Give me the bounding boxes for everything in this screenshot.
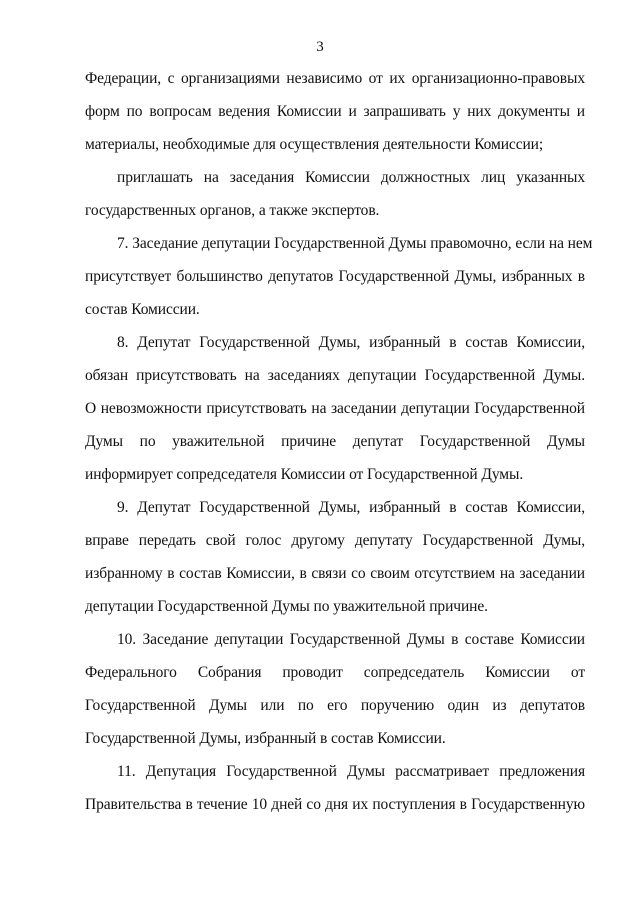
- text-line: 10. Заседание депутации Государственной Думы в составе Комиссии: [117, 631, 585, 648]
- text-line: вправе передать свой голос другому депутату Государственной Думы,: [85, 532, 585, 549]
- paragraph: [85, 62, 585, 161]
- text-line: Правительства в течение 10 дней со дня их поступления в Государственную: [85, 796, 585, 813]
- text-line: информирует сопредседателя Комиссии от Государственной Думы.: [85, 466, 524, 483]
- text-line: государственных органов, а также экспертов.: [85, 202, 380, 219]
- text-line: 11. Депутация Государственной Думы рассматривает предложения: [117, 763, 585, 780]
- text-line: состав Комиссии.: [85, 301, 200, 318]
- paragraph-item-8: [85, 326, 585, 491]
- text-line: избранному в состав Комиссии, в связи со своим отсутствием на заседании: [85, 565, 585, 582]
- text-line: 8. Депутат Государственной Думы, избранный в состав Комиссии,: [117, 334, 585, 351]
- text-line: приглашать на заседания Комиссии должностных лиц указанных: [117, 169, 585, 186]
- paragraph-item-7: [85, 227, 593, 326]
- text-line: 7. Заседание депутации Государственной Думы правомочно, если на нем: [117, 235, 593, 252]
- text-line: обязан присутствовать на заседаниях депутации Государственной Думы.: [85, 367, 585, 384]
- text-line: 9. Депутат Государственной Думы, избранный в состав Комиссии,: [117, 499, 585, 516]
- text-line: Федерации, с организациями независимо от их организационно-правовых: [85, 70, 585, 87]
- text-line: форм по вопросам ведения Комиссии и запрашивать у них документы и: [85, 103, 585, 120]
- paragraph-item-9: [85, 491, 585, 623]
- text-line: присутствует большинство депутатов Государственной Думы, избранных в: [85, 268, 585, 285]
- page-number: 3: [316, 39, 324, 55]
- text-line: Государственной Думы или по его поручению один из депутатов: [85, 697, 585, 714]
- document-body: [85, 62, 593, 821]
- paragraph: [85, 161, 585, 227]
- paragraph-item-10: [85, 623, 585, 755]
- text-line: Думы по уважительной причине депутат Государственной Думы: [85, 433, 585, 450]
- text-line: О невозможности присутствовать на заседании депутации Государственной: [85, 400, 585, 417]
- paragraph-item-11: [85, 755, 585, 821]
- text-line: депутации Государственной Думы по уважительной причине.: [85, 598, 488, 615]
- text-line: Федерального Собрания проводит сопредседатель Комиссии от: [85, 664, 585, 681]
- text-line: материалы, необходимые для осуществления деятельности Комиссии;: [85, 136, 544, 153]
- text-line: Государственной Думы, избранный в состав Комиссии.: [85, 730, 446, 747]
